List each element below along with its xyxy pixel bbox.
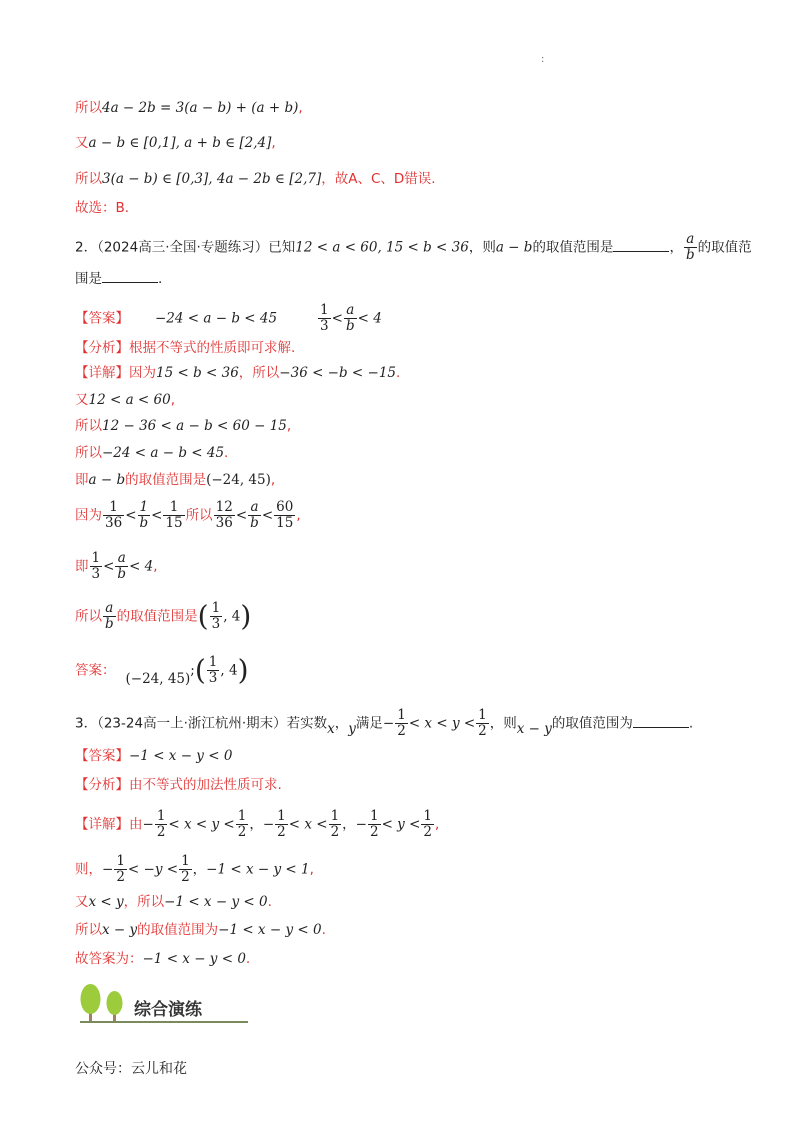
answer-2: 【答案】 −24 < a − b < 45 $\frac{1}{3}$ < $\frac{a}{b}$ < 4 xyxy=(75,302,382,334)
detail-2-line5: 即a − b的取值范围是(−24, 45), xyxy=(75,472,276,488)
sol1-line3: 所以3(a − b) ∈ [0,3], 4a − 2b ∈ [2,7]，故A、C、D错误. xyxy=(75,171,436,187)
detail-2-line3: 所以12 − 36 < a − b < 60 − 15, xyxy=(75,418,292,434)
detail-3-line4: 所以x − y的取值范围为−1 < x − y < 0. xyxy=(75,922,326,938)
answer-blank[interactable] xyxy=(613,239,669,252)
detail-2-line6: 因为 $\frac{1}{36}$ < $\frac{1}{b}$ < $\frac{1}{15}$ 所以 $\frac{12}{36}$ < $\frac{a}{b}$ < $\frac{60}{15}$ , xyxy=(75,499,301,531)
detail-2-line1: 【详解】因为15 < b < 36，所以−36 < −b < −15. xyxy=(75,365,401,381)
section-banner xyxy=(72,983,247,1027)
analysis-2: 【分析】根据不等式的性质即可求解. xyxy=(75,340,296,356)
section-title: 综合演练 xyxy=(134,1000,202,1020)
detail-3-line5: 故答案为：−1 < x − y < 0. xyxy=(75,951,251,967)
question-3: 3．（23-24高一上·浙江杭州·期末）若实数x，y满足− $\frac{1}{2}$ < x < y < $\frac{1}{2}$ ，则x − y的取值范围为 . xyxy=(75,707,694,739)
sol1-line2: 又a − b ∈ [0,1], a + b ∈ [2,4], xyxy=(75,135,276,151)
answer-3: 【答案】−1 < x − y < 0 xyxy=(75,748,233,764)
detail-2-line7: 即 $\frac{1}{3}$ < $\frac{a}{b}$ < 4, xyxy=(75,550,158,582)
detail-2-line2: 又12 < a < 60, xyxy=(75,392,175,408)
question-2: 2．（2024高三·全国·专题练习）已知12 < a < 60, 15 < b < 36，则a − b的取值范围是 ， $\frac{a}{b}$ 的取值范 xyxy=(75,231,752,263)
answer-blank[interactable] xyxy=(633,715,689,728)
page-corner-marks: : xyxy=(541,54,545,65)
detail-3-line2: 则，− $\frac{1}{2}$ < −y < $\frac{1}{2}$ ，−1 < x − y < 1, xyxy=(75,853,314,885)
question-2-cont: 围是 . xyxy=(75,271,163,287)
sol1-line1: 所以4a − 2b = 3(a − b) + (a + b), xyxy=(75,100,303,116)
answer-blank[interactable] xyxy=(102,270,158,283)
detail-3-line1: 【详解】由− $\frac{1}{2}$ < x < y < $\frac{1}{2}$ ，− $\frac{1}{2}$ < x < $\frac{1}{2}$ ，− $\frac{1}{2}$ < y < $\frac{1}{2}$ , xyxy=(75,808,440,840)
detail-2-line8: 所以 $\frac{a}{b}$ 的取值范围是( $\frac{1}{3}$ , 4) xyxy=(75,599,252,633)
detail-3-line3: 又x < y，所以−1 < x − y < 0. xyxy=(75,894,272,910)
banner-underline xyxy=(80,1021,248,1023)
footer-text: 公众号：云儿和花 xyxy=(75,1061,187,1077)
final-answer-2: 答案： (−24, 45);( $\frac{1}{3}$ , 4) xyxy=(75,653,249,687)
analysis-3: 【分析】由不等式的加法性质可求. xyxy=(75,777,282,793)
fraction-a-over-b: $\frac{a}{b}$ xyxy=(685,231,695,263)
detail-2-line4: 所以−24 < a − b < 45. xyxy=(75,445,229,461)
sol1-conclusion: 故选：B. xyxy=(75,200,130,216)
